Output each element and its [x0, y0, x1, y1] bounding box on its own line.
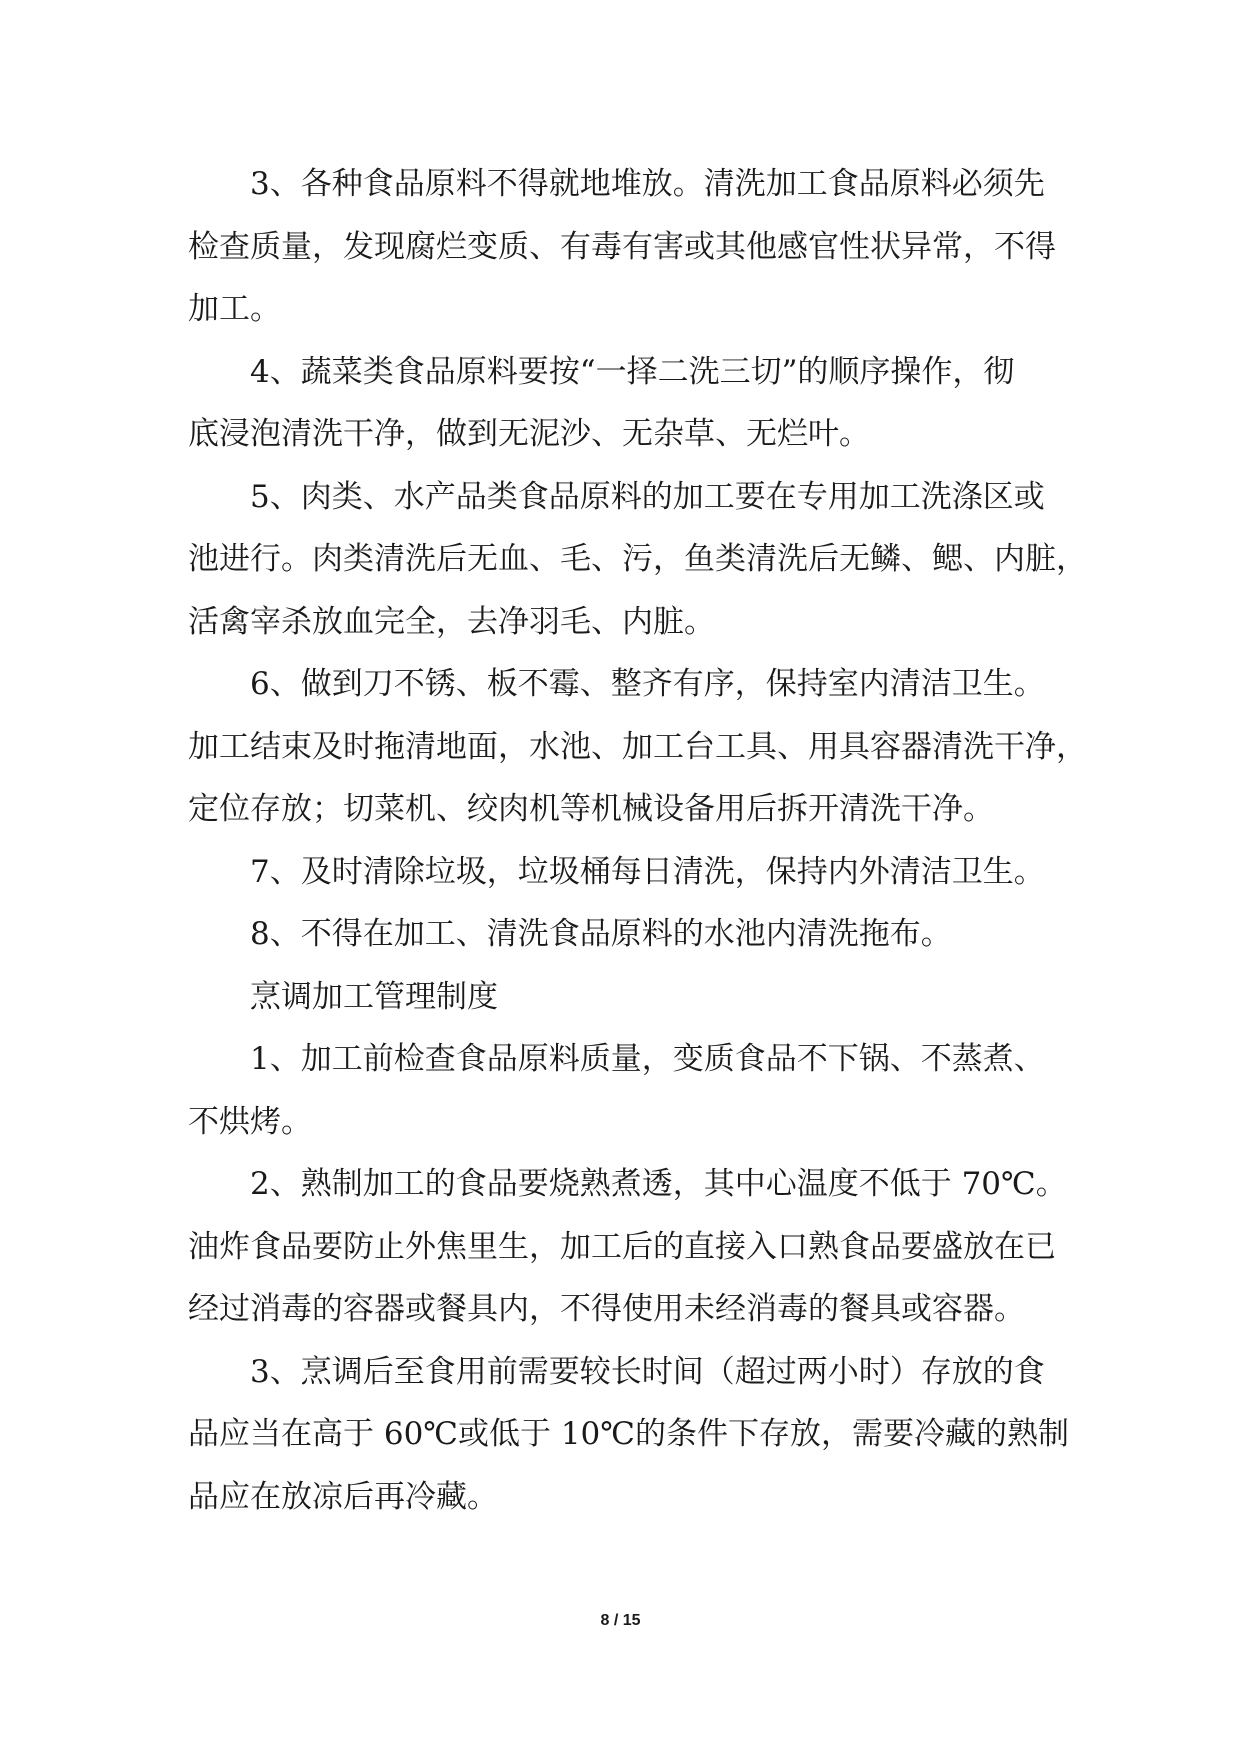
paragraph-item-5-meat-aquatic [188, 466, 1087, 654]
text-line: 经过消毒的容器或餐具内，不得使用未经消毒的餐具或容器。 [188, 1291, 1025, 1327]
text-line: 定位存放；切菜机、绞肉机等机械设备用后拆开清洗干净。 [188, 791, 994, 827]
paragraph-item-8-mop [188, 903, 1068, 966]
text-line: 3、烹调后至食用前需要较长时间（超过两小时）存放的食 [250, 1353, 1045, 1390]
text-line: 7、及时清除垃圾，垃圾桶每日清洗，保持内外清洁卫生。 [250, 853, 1045, 890]
text-line: 活禽宰杀放血完全，去净羽毛、内脏。 [188, 603, 715, 640]
text-line: 不烘烤。 [188, 1103, 312, 1140]
text-line: 2、熟制加工的食品要烧熟煮透，其中心温度不低于 70℃。 [250, 1166, 1067, 1202]
text-line: 3、各种食品原料不得就地堆放。清洗加工食品原料必须先 [250, 166, 1045, 202]
text-line: 4、蔬菜类食品原料要按“一择二洗三切”的顺序操作，彻 [250, 353, 1015, 390]
paragraph-cooking-item-1 [188, 1028, 1068, 1153]
text-line: 1、加工前检查食品原料质量，变质食品不下锅、不蒸煮、 [250, 1041, 1045, 1077]
text-line: 6、做到刀不锈、板不霉、整齐有序，保持室内清洁卫生。 [250, 666, 1045, 702]
paragraph-item-4-vegetables [188, 341, 1068, 466]
text-line: 油炸食品要防止外焦里生，加工后的直接入口熟食品要盛放在已 [188, 1228, 1056, 1265]
page-number: 8 / 15 [600, 1612, 641, 1629]
text-line: 5、肉类、水产品类食品原料的加工要在专用加工洗涤区或 [250, 478, 1045, 515]
section-heading-cooking-rules [188, 966, 1068, 1029]
text-line: 品应当在高于 60℃或低于 10℃的条件下存放，需要冷藏的熟制 [188, 1416, 1069, 1452]
paragraph-item-6-tools-hygiene [188, 653, 1087, 841]
paragraph-item-3-raw-materials [188, 153, 1068, 341]
document-body [188, 153, 1087, 1528]
text-line: 品应在放凉后再冷藏。 [188, 1478, 498, 1515]
paragraph-cooking-item-2 [188, 1153, 1068, 1341]
text-line: 烹调加工管理制度 [250, 978, 498, 1015]
paragraph-item-7-garbage [188, 841, 1068, 904]
paragraph-cooking-item-3 [188, 1341, 1068, 1529]
text-line: 检查质量，发现腐烂变质、有毒有害或其他感官性状异常，不得 [188, 228, 1056, 265]
text-line: 加工。 [188, 291, 281, 327]
text-line: 池进行。肉类清洗后无血、毛、污，鱼类清洗后无鳞、鳃、内脏， [188, 541, 1087, 577]
text-line: 底浸泡清洗干净，做到无泥沙、无杂草、无烂叶。 [188, 416, 870, 452]
text-line: 加工结束及时拖清地面，水池、加工台工具、用具容器清洗干净， [188, 728, 1087, 765]
text-line: 8、不得在加工、清洗食品原料的水池内清洗拖布。 [250, 916, 952, 952]
